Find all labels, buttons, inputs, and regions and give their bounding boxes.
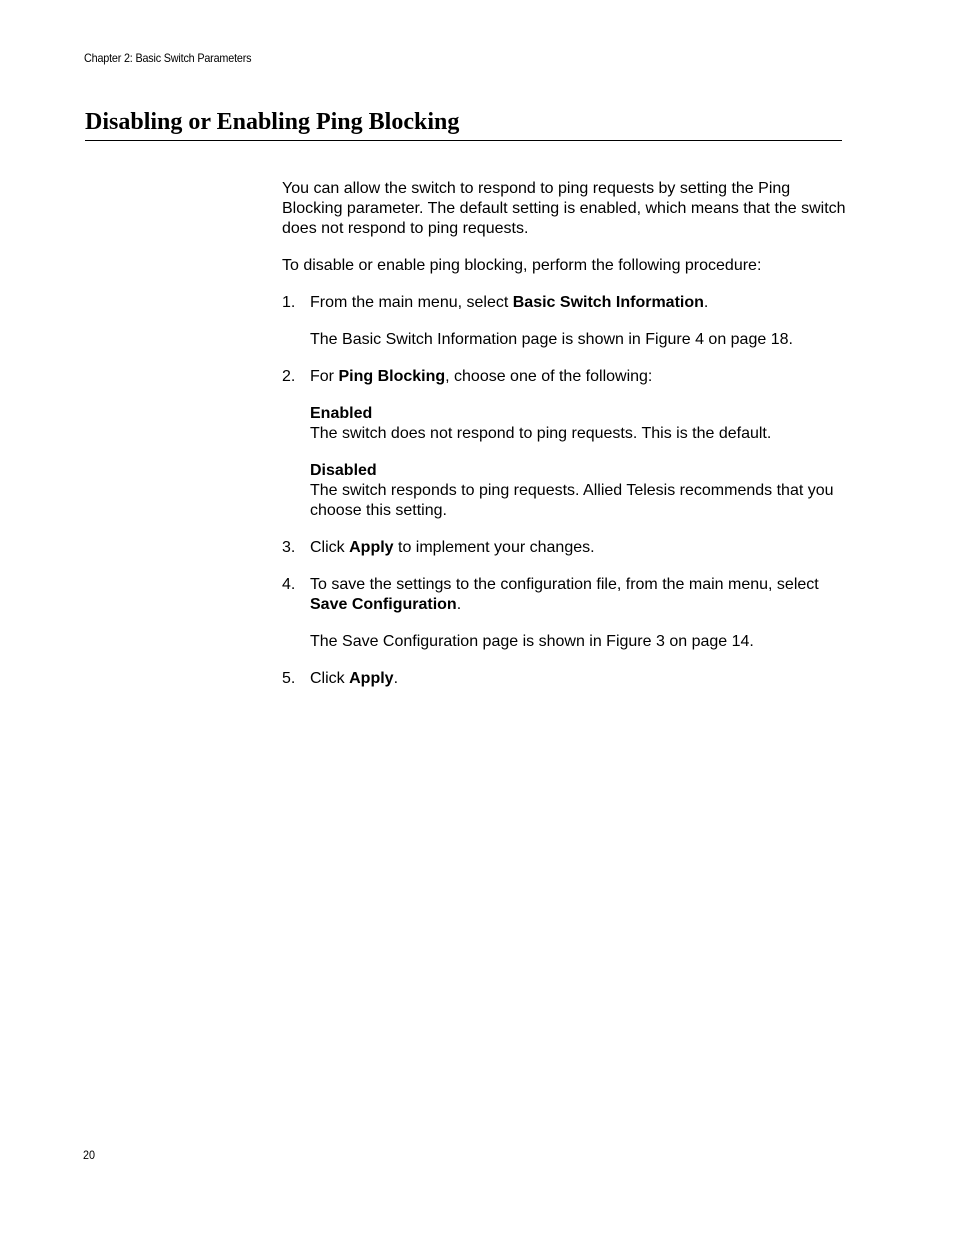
option-description: The switch does not respond to ping requests. This is the default. bbox=[310, 425, 772, 442]
ui-label: Save Configuration bbox=[310, 596, 457, 613]
step-text: From the main menu, select Basic Switch Information. bbox=[310, 294, 709, 311]
step-2 bbox=[282, 367, 847, 521]
step-number: 3. bbox=[282, 539, 296, 556]
step-1 bbox=[282, 293, 847, 350]
page-number: 20 bbox=[83, 1148, 96, 1162]
option-description: The switch responds to ping requests. Allied Telesis recommends that you choose this setting. bbox=[310, 482, 834, 519]
step-text: For Ping Blocking, choose one of the following: bbox=[310, 368, 653, 385]
procedure-intro: To disable or enable ping blocking, perform the following procedure: bbox=[282, 257, 762, 274]
option-disabled bbox=[310, 461, 847, 521]
step-note: The Save Configuration page is shown in Figure 3 on page 14. bbox=[310, 633, 754, 650]
intro-paragraph: You can allow the switch to respond to ping requests by setting the Ping Blocking parameter. The default setting is enabled, which means that the switch does not respond to ping requests. bbox=[282, 180, 846, 237]
option-term: Disabled bbox=[310, 462, 377, 479]
ui-label: Apply bbox=[349, 539, 394, 556]
step-text: Click Apply to implement your changes. bbox=[310, 539, 595, 556]
title-rule bbox=[85, 140, 842, 141]
body-text bbox=[282, 179, 847, 706]
step-body bbox=[310, 575, 847, 652]
ui-label: Basic Switch Information bbox=[512, 294, 704, 311]
step-4 bbox=[282, 575, 847, 652]
option-term: Enabled bbox=[310, 405, 373, 422]
step-5 bbox=[282, 669, 847, 689]
section-title: Disabling or Enabling Ping Blocking bbox=[85, 109, 460, 135]
step-number: 1. bbox=[282, 294, 296, 311]
step-text: Click Apply. bbox=[310, 670, 399, 687]
ui-label: Ping Blocking bbox=[338, 368, 446, 385]
step-note: The Basic Switch Information page is shown in Figure 4 on page 18. bbox=[310, 331, 793, 348]
step-text: To save the settings to the configuration file, from the main menu, select Save Configuration. bbox=[310, 576, 819, 613]
option-enabled bbox=[310, 404, 847, 444]
step-body bbox=[310, 669, 847, 689]
running-head: Chapter 2: Basic Switch Parameters bbox=[84, 51, 252, 65]
step-3 bbox=[282, 538, 847, 558]
step-number: 5. bbox=[282, 670, 296, 687]
step-number: 4. bbox=[282, 576, 296, 593]
step-body bbox=[310, 367, 847, 521]
step-body bbox=[310, 293, 847, 350]
step-number: 2. bbox=[282, 368, 296, 385]
ui-label: Apply bbox=[349, 670, 394, 687]
step-body bbox=[310, 538, 847, 558]
